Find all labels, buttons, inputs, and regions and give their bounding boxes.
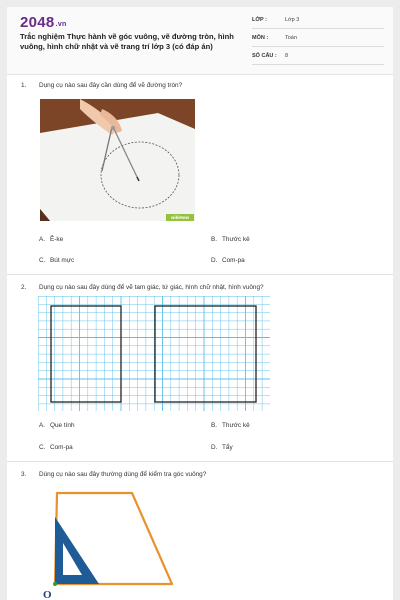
meta-label: MÔN :: [252, 35, 269, 41]
worksheet-title: Trắc nghiệm Thực hành vẽ góc vuông, vẽ đường tròn, hình vuông, hình chữ nhật và vẽ trang trí lớp 3 (có đáp án): [20, 32, 234, 51]
option-1a[interactable]: A. Ê-ke: [39, 236, 64, 243]
set-square-image: [35, 487, 185, 600]
meta-value: Lớp 3: [285, 17, 300, 23]
point-label-o: O: [43, 589, 52, 600]
worksheet-header: [7, 7, 393, 75]
meta-label: LỚP :: [252, 17, 267, 23]
meta-row-subject: [252, 32, 384, 47]
question-3-text: 3. Dùng cụ nào sau đây thường dùng để kiểm tra góc vuông?: [21, 471, 207, 478]
option-2d[interactable]: D. Tẩy: [211, 444, 233, 451]
grid-rectangles-image: [38, 296, 270, 411]
wikihow-badge: wikiHow: [166, 214, 194, 221]
option-2a[interactable]: A. Que tính: [39, 422, 75, 429]
worksheet-meta: [252, 14, 384, 68]
option-1d[interactable]: D. Com-pa: [211, 257, 245, 264]
meta-row-count: [252, 50, 384, 65]
question-2-text: 2. Dụng cụ nào sau đây dùng để vẽ tam giác, tứ giác, hình chữ nhật, hình vuông?: [21, 284, 264, 291]
option-1c[interactable]: C. Bút mực: [39, 257, 75, 264]
question-divider: [7, 274, 393, 275]
question-1-text: 1. Dụng cụ nào sau đây cần dùng để vẽ đường tròn?: [21, 82, 183, 89]
question-divider: [7, 461, 393, 462]
option-2c[interactable]: C. Com-pa: [39, 444, 73, 451]
meta-label: SỐ CÂU :: [252, 53, 277, 59]
site-logo[interactable]: 2048.vn: [20, 14, 67, 31]
meta-value: 8: [285, 53, 289, 59]
worksheet-page: [7, 7, 393, 600]
option-1b[interactable]: B. Thước kẻ: [211, 236, 250, 243]
compass-drawing-image: [40, 99, 195, 221]
meta-row-grade: [252, 14, 384, 29]
option-2b[interactable]: B. Thước kẻ: [211, 422, 250, 429]
meta-value: Toán: [285, 35, 297, 41]
